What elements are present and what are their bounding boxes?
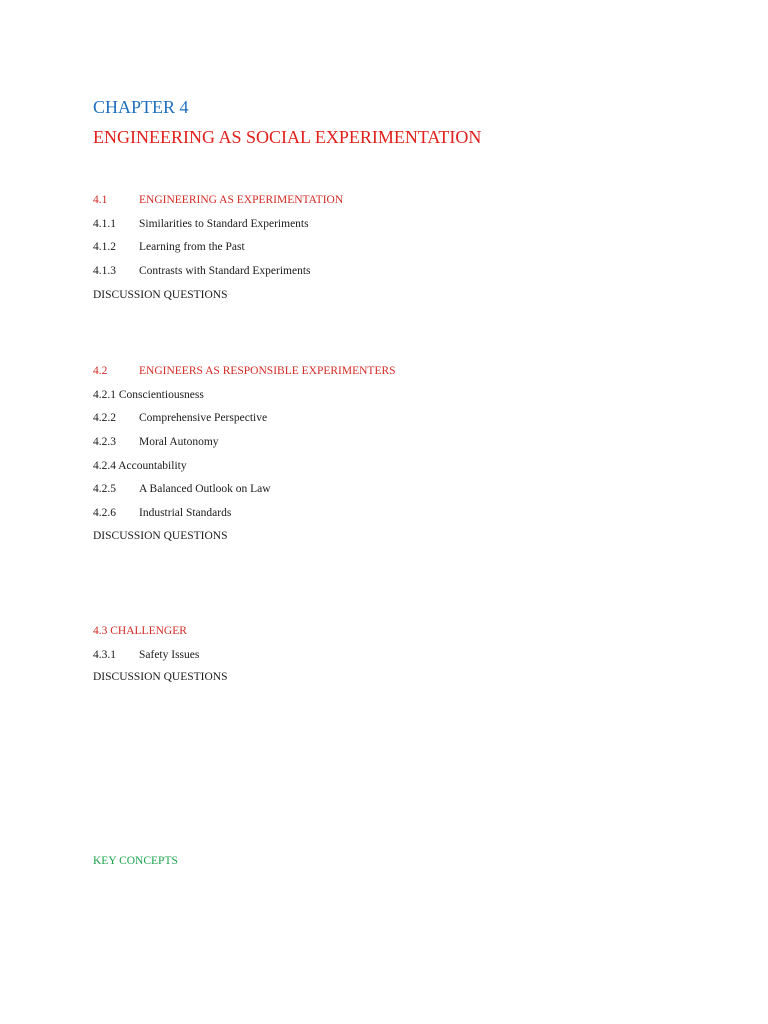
item-number: 4.1.3 — [93, 265, 116, 277]
item-label: Contrasts with Standard Experiments — [139, 265, 311, 277]
section-heading-4-2 — [93, 366, 396, 378]
toc-item-4-1-2 — [93, 242, 245, 254]
chapter-label: CHAPTER 4 — [93, 97, 189, 117]
item-label: Safety Issues — [139, 649, 200, 661]
toc-item-4-2-1: 4.2.1 Conscientiousness — [93, 389, 204, 401]
toc-item-4-2-4: 4.2.4 Accountability — [93, 460, 187, 472]
item-number: 4.2.2 — [93, 412, 116, 424]
item-number: 4.2.5 — [93, 483, 116, 495]
section-heading-4-1 — [93, 195, 343, 207]
discussion-questions-4-1: DISCUSSION QUESTIONS — [93, 289, 228, 301]
chapter-title: ENGINEERING AS SOCIAL EXPERIMENTATION — [93, 127, 482, 147]
item-number: 4.1.2 — [93, 241, 116, 253]
item-label: Learning from the Past — [139, 241, 245, 253]
key-concepts-heading: KEY CONCEPTS — [93, 855, 178, 867]
section-heading-4-3: 4.3 CHALLENGER — [93, 625, 187, 637]
item-label: Similarities to Standard Experiments — [139, 218, 309, 230]
discussion-questions-4-2: DISCUSSION QUESTIONS — [93, 530, 228, 542]
toc-item-4-2-3 — [93, 437, 219, 449]
item-label: Moral Autonomy — [139, 436, 219, 448]
item-label: Industrial Standards — [139, 507, 232, 519]
item-number: 4.2.3 — [93, 436, 116, 448]
item-label: A Balanced Outlook on Law — [139, 483, 271, 495]
toc-item-4-1-1 — [93, 219, 309, 231]
toc-item-4-1-3 — [93, 266, 311, 278]
section-heading-text: ENGINEERS AS RESPONSIBLE EXPERIMENTERS — [139, 365, 396, 377]
discussion-questions-4-3: DISCUSSION QUESTIONS — [93, 671, 228, 683]
toc-item-4-2-2 — [93, 413, 267, 425]
item-number: 4.3.1 — [93, 649, 116, 661]
section-heading-text: ENGINEERING AS EXPERIMENTATION — [139, 194, 344, 206]
toc-item-4-3-1 — [93, 650, 199, 662]
toc-item-4-2-5 — [93, 484, 271, 496]
section-number: 4.1 — [93, 194, 108, 206]
section-number: 4.2 — [93, 365, 108, 377]
item-label: Comprehensive Perspective — [139, 412, 268, 424]
item-number: 4.2.6 — [93, 507, 116, 519]
toc-item-4-2-6 — [93, 508, 231, 520]
item-number: 4.1.1 — [93, 218, 116, 230]
